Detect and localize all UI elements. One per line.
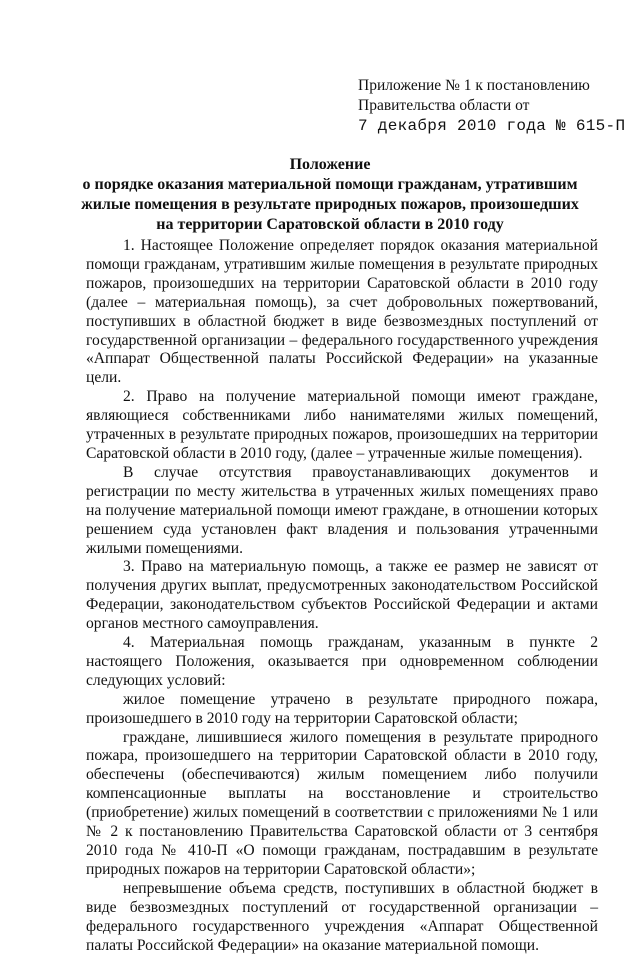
attachment-note — [358, 76, 625, 136]
condition-3: непревышение объема средств, поступивших в областной бюджет в виде безвозмездных поступлений от государственной организации – федерального государственного учреждения «Аппарат Общественной палаты Российской Федерации» на оказание материальной помощи. — [86, 879, 598, 954]
condition-2: граждане, лишившиеся жилого помещения в результате природного пожара, произошедшего на территории Саратовской области в 2010 году, обеспечены (обеспечиваются) жилым помещением либо получили компенсационные выплаты на восстановление и строительство (приобретение) жилых помещений в соответствии с приложениями № 1 или № 2 к постановлению Правительства Саратовской области от 3 сентября 2010 года № 410-П «О помощи гражданам, пострадавшим в результате природных пожаров на территории Саратовской области»; — [86, 728, 598, 878]
title-line-1: Положение — [289, 156, 371, 173]
paragraph-2: 2. Право на получение материальной помощи имеют граждане, являющиеся собственниками либо нанимателями жилых помещений, утраченных в результате природных пожаров, произошедших на территории Саратовской области в 2010 году, (далее – утраченные жилые помещения). — [86, 388, 598, 462]
attachment-date-number: 7 декабря 2010 года № 615-П — [358, 117, 626, 135]
title-line-2: о порядке оказания материальной помощи гражданам, утратившим — [82, 176, 578, 193]
paragraph-3: 3. Право на материальную помощь, а также ее размер не зависят от получения других выплат, предусмотренных законодательством Российской Федерации, законодательством субъектов Российской Федерации и актами органов местного самоуправления. — [86, 558, 598, 633]
document-title — [80, 155, 580, 235]
attachment-line-2: Правительства области от — [358, 97, 530, 114]
paragraph-4: 4. Материальная помощь гражданам, указанным в пункте 2 настоящего Положения, оказывается при одновременном соблюдении следующих условий: — [86, 634, 598, 689]
paragraph-2-note: В случае отсутствия правоустанавливающих документов и регистрации по месту жительства в утраченных жилых помещениях право на получение материальной помощи имеют граждане, в отношении которых решением суда установлен факт владения и пользования утраченными жилыми помещениями. — [86, 463, 598, 557]
condition-1: жилое помещение утрачено в результате природного пожара, произошедшего в 2010 году на территории Саратовской области; — [86, 690, 598, 727]
paragraph-1: 1. Настоящее Положение определяет порядок оказания материальной помощи гражданам, утратившим жилые помещения в результате природных пожаров, произошедших на территории Саратовской области в 2010 году (далее – материальная помощь), за счет добровольных пожертвований, поступивших в областной бюджет в виде безвозмездных поступлений от государственной организации – федерального государственного учреждения «Аппарат Общественной палаты Российской Федерации» на указанные цели. — [86, 237, 598, 387]
document-body — [86, 237, 598, 955]
title-line-3: жилые помещения в результате природных пожаров, произошедших — [81, 196, 579, 213]
title-line-4: на территории Саратовской области в 2010 году — [156, 216, 504, 233]
attachment-line-1: Приложение № 1 к постановлению — [358, 77, 590, 94]
